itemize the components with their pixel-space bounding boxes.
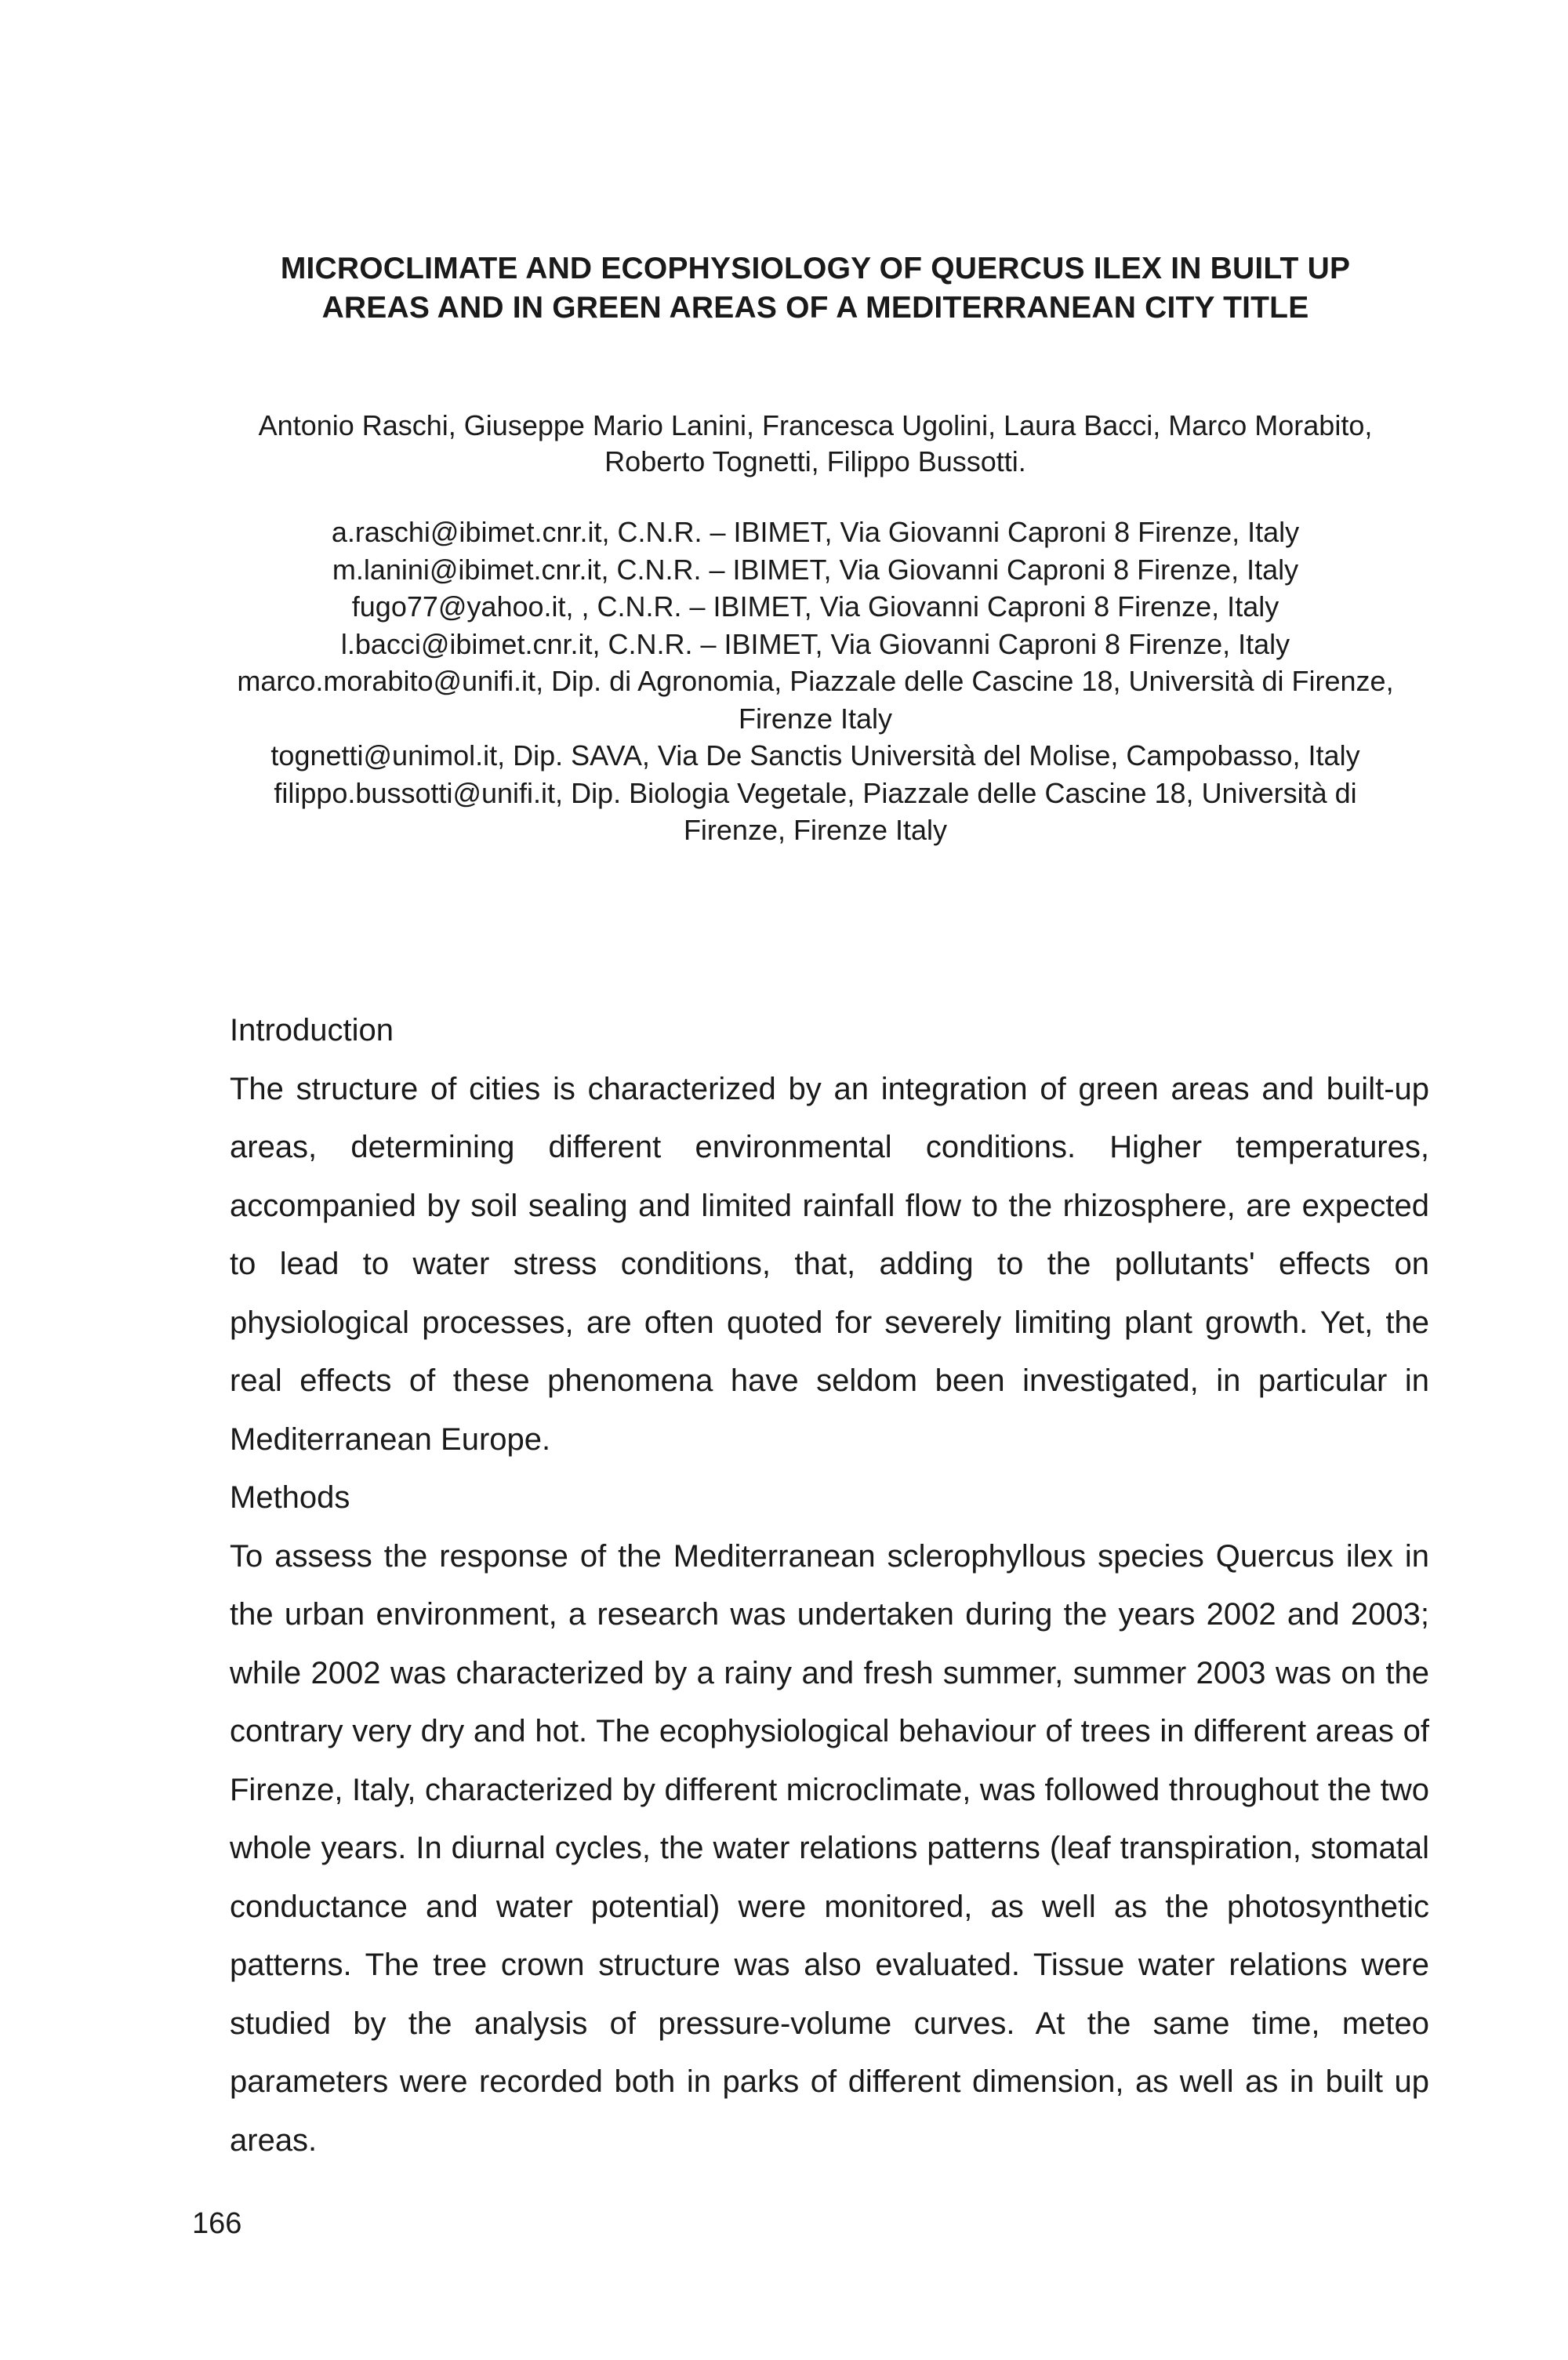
section-heading-methods: Methods	[230, 1480, 350, 1515]
affiliation-line: Firenze, Firenze Italy	[683, 814, 948, 846]
paper-title-line: AREAS AND IN GREEN AREAS OF A MEDITERRANEAN CITY TITLE	[321, 291, 1309, 325]
introduction-paragraph: The structure of cities is characterized by an integration of green areas and built-up areas, determining different environmental conditions. Higher temperatures, accompanied by soil sealing and limited rainfall flow to the rhizosphere, are expected to lead to water stress conditions, that, adding to the pollutants' effects on physiological processes, are often quoted for severely limiting plant growth. Yet, the real effects of these phenomena have seldom been investigated, in particular in Mediterranean Europe.	[230, 1071, 1429, 1457]
author-line: Antonio Raschi, Giuseppe Mario Lanini, Francesca Ugolini, Laura Bacci, Marco Morabito,	[258, 409, 1373, 441]
affiliation-line: filippo.bussotti@unifi.it, Dip. Biologia Vegetale, Piazzale delle Cascine 18, Università di	[274, 776, 1357, 809]
affiliation-line: m.lanini@ibimet.cnr.it, C.N.R. – IBIMET, Via Giovanni Caproni 8 Firenze, Italy	[332, 553, 1299, 586]
affiliation-line: l.bacci@ibimet.cnr.it, C.N.R. – IBIMET, Via Giovanni Caproni 8 Firenze, Italy	[340, 627, 1290, 660]
author-line: Roberto Tognetti, Filippo Bussotti.	[604, 445, 1026, 477]
affiliation-line: Firenze Italy	[738, 702, 893, 735]
affiliation-line: marco.morabito@unifi.it, Dip. di Agronomia, Piazzale delle Cascine 18, Università di Firenze,	[237, 665, 1394, 697]
affiliation-list	[157, 514, 1474, 849]
author-list	[157, 408, 1474, 480]
affiliation-line: tognetti@unimol.it, Dip. SAVA, Via De Sanctis Università del Molise, Campobasso, Italy	[270, 739, 1360, 772]
affiliation-line: fugo77@yahoo.it, , C.N.R. – IBIMET, Via Giovanni Caproni 8 Firenze, Italy	[351, 590, 1279, 623]
page-number: 166	[192, 2207, 242, 2240]
affiliation-line: a.raschi@ibimet.cnr.it, C.N.R. – IBIMET, Via Giovanni Caproni 8 Firenze, Italy	[331, 516, 1300, 548]
methods-paragraph: To assess the response of the Mediterranean sclerophyllous species Quercus ilex in the urban environment, a research was undertaken during the years 2002 and 2003; while 2002 was characterized by a rainy and fresh summer, summer 2003 was on the contrary very dry and hot. The ecophysiological behaviour of trees in different areas of Firenze, Italy, characterized by different microclimate, was followed throughout the two whole years. In diurnal cycles, the water relations patterns (leaf transpiration, stomatal conductance and water potential) were monitored, as well as the photosynthetic patterns. The tree crown structure was also evaluated. Tissue water relations were studied by the analysis of pressure-volume curves. At the same time, meteo parameters were recorded both in parks of different dimension, as well as in built up areas.	[230, 1538, 1429, 2158]
section-heading-introduction: Introduction	[230, 1013, 394, 1047]
paper-title-line: MICROCLIMATE AND ECOPHYSIOLOGY OF QUERCUS ILEX IN BUILT UP	[280, 252, 1351, 285]
paper-title	[204, 249, 1427, 328]
body-text	[230, 1001, 1429, 2169]
